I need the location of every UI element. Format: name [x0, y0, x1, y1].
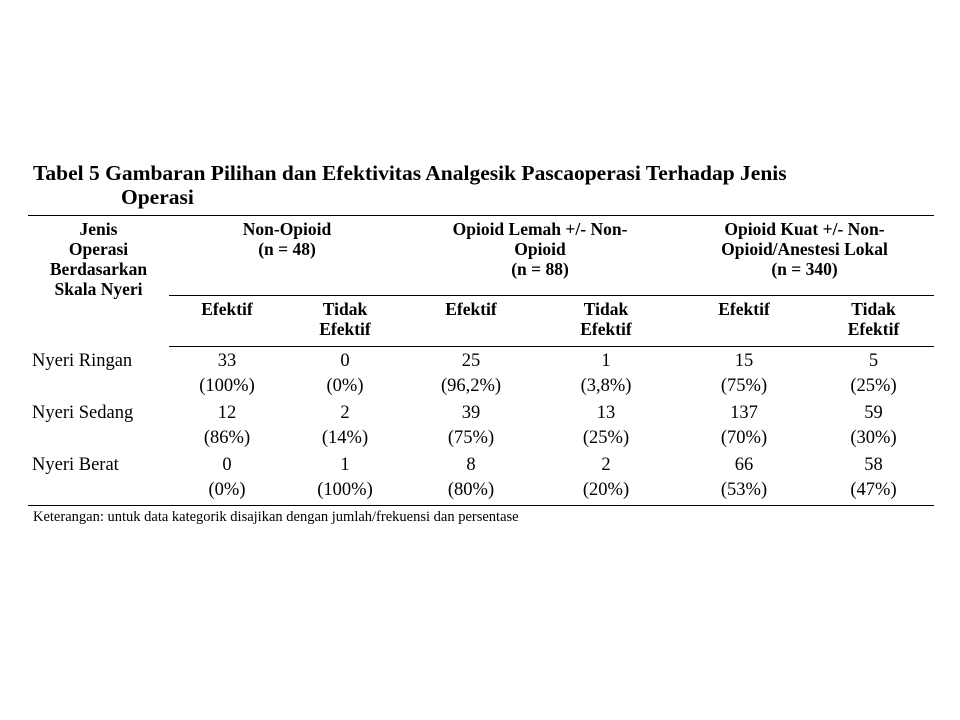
cell-percent: (30%): [850, 428, 897, 448]
table-cell: [405, 451, 537, 506]
table-cell: [537, 451, 675, 506]
row-header-cell: [28, 216, 169, 347]
table-cell: [813, 347, 934, 400]
subheader-line: Efektif: [847, 319, 900, 339]
row-header-line: Skala Nyeri: [54, 279, 143, 299]
cell-percent: (75%): [447, 428, 495, 448]
cell-percent: (100%): [199, 376, 255, 396]
cell-percent: (53%): [720, 480, 768, 500]
row-label: Nyeri Sedang: [32, 403, 134, 423]
cell-count: 15: [734, 351, 754, 371]
row-label: Nyeri Ringan: [32, 350, 133, 371]
subheader-line: Efektif: [445, 299, 497, 319]
subheader-tidak-efektif: [813, 296, 934, 347]
subheader-line: Efektif: [201, 299, 253, 319]
table-cell: [675, 399, 813, 451]
table-title: [33, 161, 933, 209]
table-title-line-1: Tabel 5 Gambaran Pilihan dan Efektivitas Analgesik Pascaoperasi Terhadap Jenis: [33, 161, 787, 185]
cell-percent: (70%): [720, 428, 768, 448]
subheader-line: Tidak: [583, 299, 629, 319]
cell-count: 1: [601, 351, 611, 371]
cell-percent: (25%): [582, 428, 630, 448]
cell-percent: (75%): [720, 376, 768, 396]
cell-percent: (96,2%): [440, 376, 502, 396]
table-cell: [813, 399, 934, 451]
group-header-line: Opioid: [514, 239, 566, 259]
cell-count: 39: [461, 403, 481, 423]
group-header-opioid-lemah: [405, 216, 675, 296]
cell-count: 66: [734, 455, 754, 475]
cell-count: 1: [340, 455, 350, 475]
cell-count: 25: [461, 351, 481, 371]
subheader-efektif: [405, 296, 537, 347]
table-row-nyeri-sedang: [28, 399, 934, 451]
cell-count: 2: [601, 455, 611, 475]
group-header-opioid-kuat: [675, 216, 934, 296]
subheader-line: Efektif: [718, 299, 770, 319]
cell-count: 5: [868, 351, 879, 371]
table-cell: [675, 451, 813, 506]
cell-percent: (25%): [850, 376, 897, 396]
group-header-line: Opioid/Anestesi Lokal: [721, 239, 888, 259]
cell-count: 13: [596, 403, 616, 423]
cell-percent: (0%): [326, 376, 364, 396]
group-header-line: Non-Opioid: [242, 219, 332, 239]
subheader-line: Efektif: [580, 319, 632, 339]
cell-percent: (14%): [321, 428, 369, 448]
cell-count: 8: [466, 455, 476, 475]
table-cell: [537, 399, 675, 451]
cell-count: 12: [217, 403, 237, 423]
table-cell: [813, 451, 934, 506]
cell-percent: (100%): [317, 480, 373, 500]
cell-count: 0: [340, 351, 350, 371]
table-cell: [169, 347, 285, 400]
table-title-line-2: Operasi: [121, 185, 194, 209]
row-header-line: Operasi: [68, 239, 129, 259]
table-cell: [169, 451, 285, 506]
subheader-tidak-efektif: [537, 296, 675, 347]
table-cell: [285, 399, 405, 451]
row-header-line: Berdasarkan: [49, 259, 148, 279]
subheader-efektif: [675, 296, 813, 347]
table-cell: [169, 399, 285, 451]
data-table: [28, 215, 934, 506]
cell-count: 58: [864, 455, 883, 475]
cell-percent: (47%): [850, 480, 897, 500]
subheader-line: Tidak: [322, 299, 368, 319]
table-footnote: Keterangan: untuk data kategorik disajikan dengan jumlah/frekuensi dan persentase: [33, 509, 519, 525]
table-row-nyeri-ringan: [28, 347, 934, 400]
table-cell: [285, 451, 405, 506]
cell-count: 137: [730, 403, 758, 423]
cell-percent: (86%): [203, 428, 251, 448]
group-header-line: (n = 340): [771, 259, 838, 279]
row-header-line: Jenis: [79, 219, 118, 239]
group-header-line: Opioid Lemah +/- Non-: [452, 219, 628, 239]
cell-percent: (20%): [582, 480, 630, 500]
group-header-line: (n = 88): [511, 259, 569, 279]
subheader-line: Tidak: [851, 299, 896, 319]
table-cell: [405, 399, 537, 451]
cell-count: 33: [217, 351, 237, 371]
table-cell: [285, 347, 405, 400]
group-header-non-opioid: [169, 216, 405, 296]
table-row-nyeri-berat: [28, 451, 934, 506]
subheader-tidak-efektif: [285, 296, 405, 347]
table-cell: [405, 347, 537, 400]
cell-percent: (0%): [208, 480, 246, 500]
cell-count: 2: [340, 403, 350, 423]
subheader-efektif: [169, 296, 285, 347]
cell-count: 0: [222, 455, 232, 475]
cell-percent: (80%): [447, 480, 495, 500]
row-label: Nyeri Berat: [28, 451, 169, 506]
cell-count: 59: [864, 403, 883, 423]
table-cell: [675, 347, 813, 400]
cell-percent: (3,8%): [580, 376, 632, 396]
subheader-line: Efektif: [319, 319, 371, 339]
group-header-line: (n = 48): [258, 239, 316, 259]
table-cell: [537, 347, 675, 400]
group-header-line: Opioid Kuat +/- Non-: [724, 219, 885, 239]
